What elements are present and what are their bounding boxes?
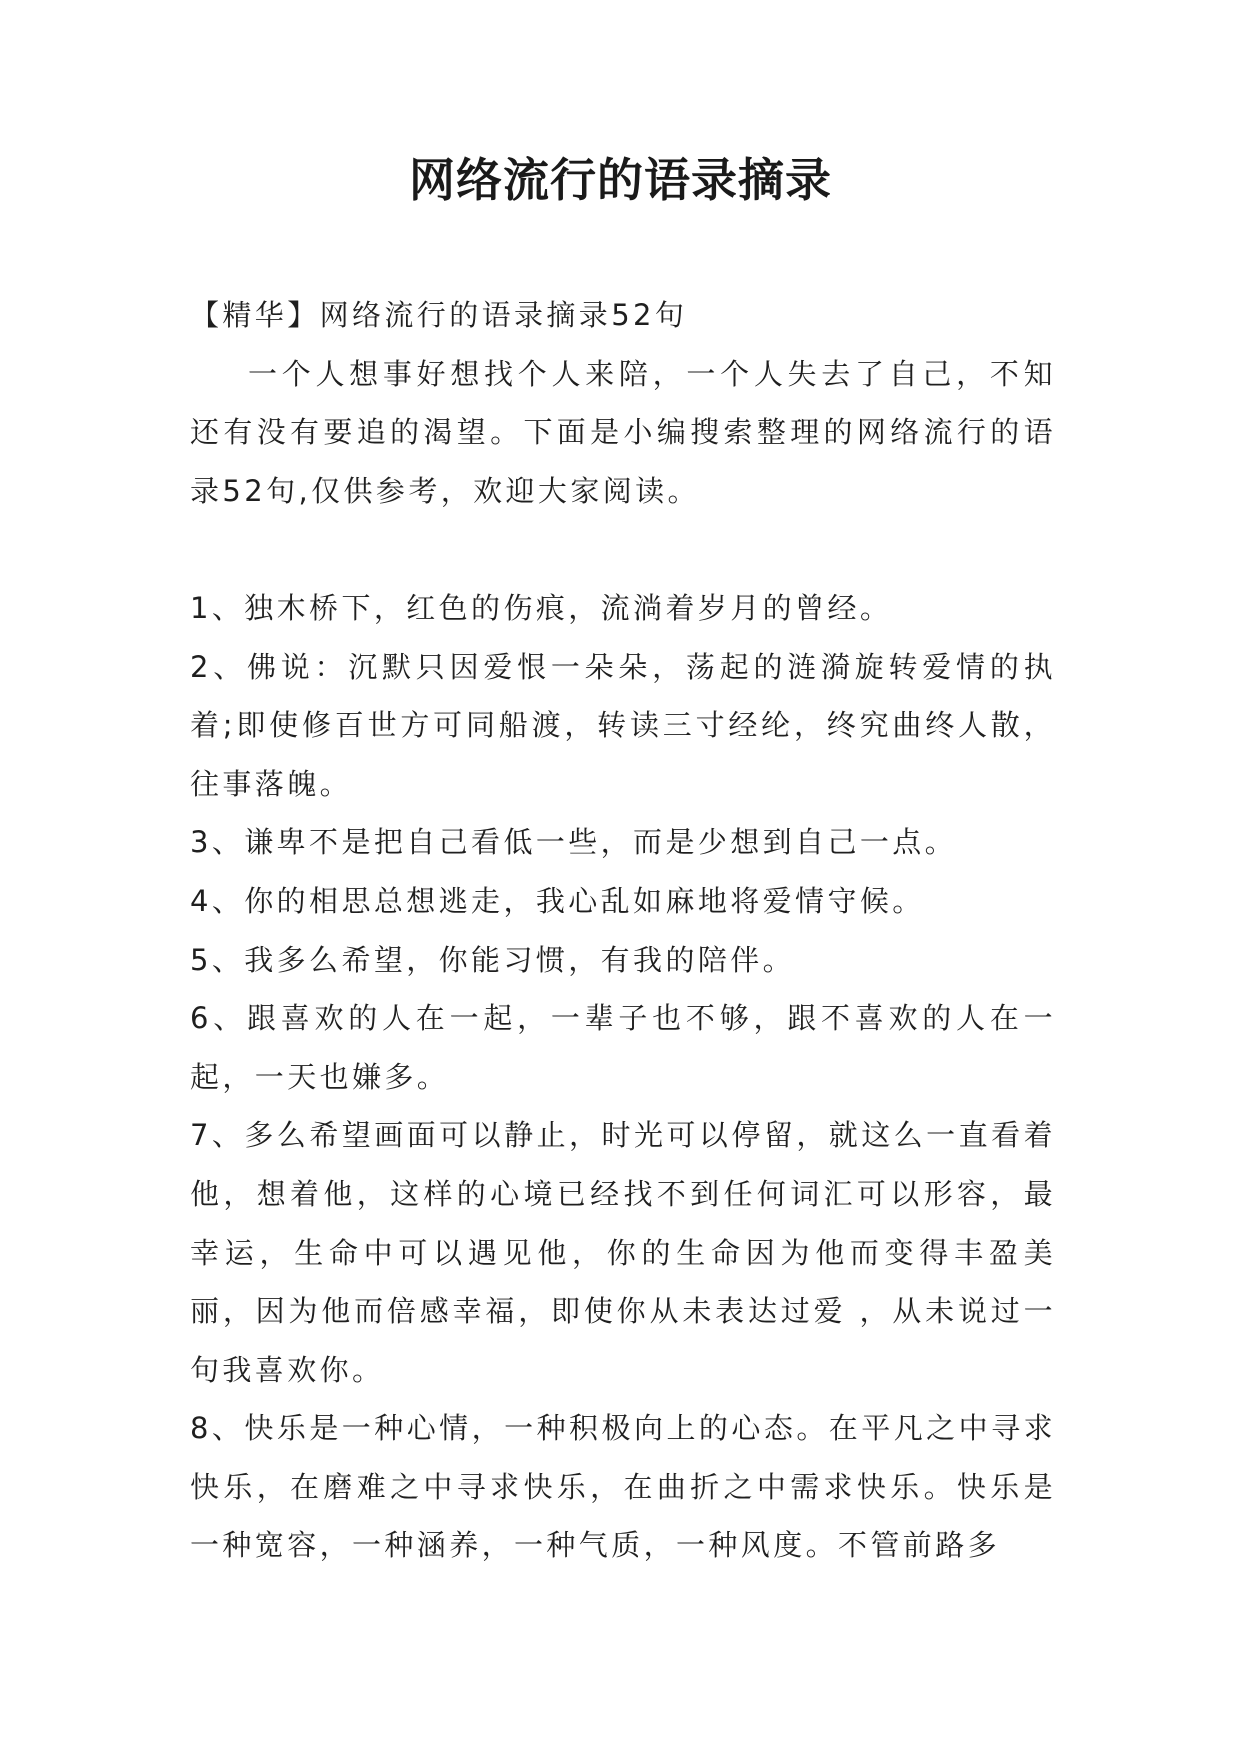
- quote-item-8: 8、快乐是一种心情，一种积极向上的心态。在平凡之中寻求快乐，在磨难之中寻求快乐，在曲折之中需求快乐。快乐是一种宽容，一种涵养，一种气质，一种风度。不管前路多: [190, 1411, 1056, 1563]
- quote-item-5: 5、我多么希望，你能习惯，有我的陪伴。: [190, 942, 796, 977]
- quote-item-1: 1、独木桥下，红色的伤痕，流淌着岁月的曾经。: [190, 590, 893, 625]
- quote-item-2: 2、佛说：沉默只因爱恨一朵朵，荡起的涟漪旋转爱情的执着;即使修百世方可同船渡，转读三寸经纶，终究曲终人散，往事落魄。: [190, 649, 1056, 801]
- quote-item-6: 6、跟喜欢的人在一起，一辈子也不够，跟不喜欢的人在一起，一天也嫌多。: [190, 1001, 1056, 1094]
- quote-item-4: 4、你的相思总想逃走，我心乱如麻地将爱情守候。: [190, 883, 925, 918]
- document-title: 网络流行的语录摘录: [409, 153, 832, 207]
- quote-item-3: 3、谦卑不是把自己看低一些，而是少想到自己一点。: [190, 825, 958, 860]
- quote-item-7: 7、多么希望画面可以静止，时光可以停留，就这么一直看着他，想着他，这样的心境已经找不到任何词汇可以形容，最幸运，生命中可以遇见他，你的生命因为他而变得丰盈美丽，因为他而倍感幸福，即使你从未表达过爱 ，从未说过一句我喜欢你。: [190, 1118, 1056, 1387]
- lead-line: 【精华】网络流行的语录摘录52句: [190, 298, 688, 332]
- paragraph-gap: [190, 520, 1056, 579]
- document-body: [190, 286, 1056, 1575]
- intro-paragraph: 一个人想事好想找个人来陪，一个人失去了自己，不知还有没有要追的渴望。下面是小编搜索整理的网络流行的语录52句,仅供参考，欢迎大家阅读。: [190, 356, 1056, 508]
